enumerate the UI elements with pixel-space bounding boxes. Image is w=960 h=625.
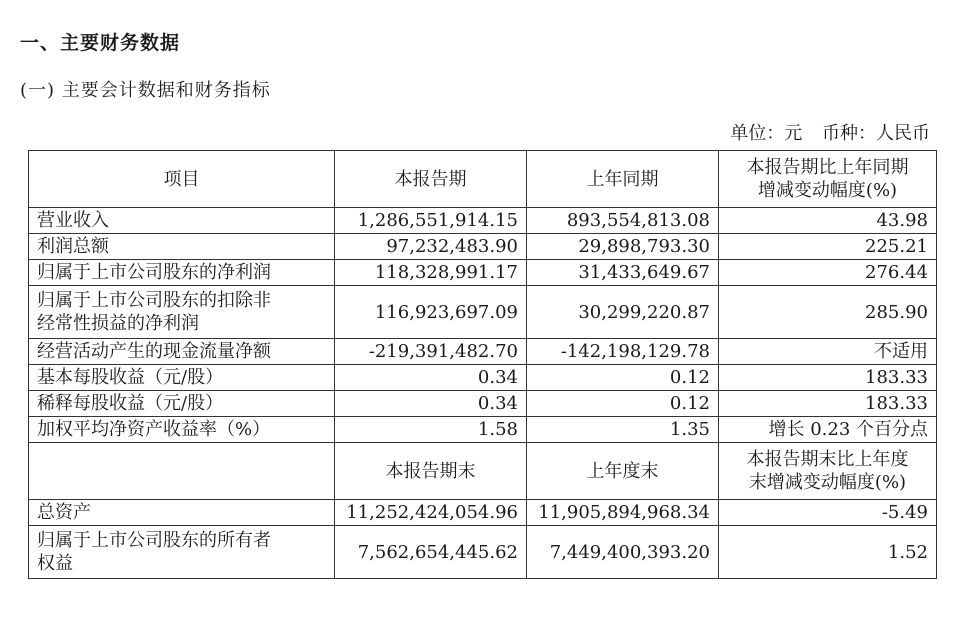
row-prior: 893,554,813.08 [527,208,719,234]
header-prior-year-end: 上年度末 [527,443,719,500]
row-current: 116,923,697.09 [335,286,527,339]
row-current: -219,391,482.70 [335,339,527,365]
row-prior: 0.12 [527,391,719,417]
unit-label: 单位：元 [730,123,803,144]
table-row [29,339,937,365]
subsection-title: (一) 主要会计数据和财务指标 [20,80,271,101]
row-change: 不适用 [719,339,937,365]
header-change-line2: 末增减变动幅度(%) [748,472,907,493]
row-change: -5.49 [719,500,937,526]
row-item: 加权平均净资产收益率（%） [29,417,335,443]
row-item: 利润总额 [29,234,335,260]
header-change-period-end [719,443,937,500]
row-change: 183.33 [719,365,937,391]
table-row [29,260,937,286]
row-item: 基本每股收益（元/股） [29,365,335,391]
table-row [29,526,937,579]
row-item: 稀释每股收益（元/股） [29,391,335,417]
row-item: 营业收入 [29,208,335,234]
row-prior: -142,198,129.78 [527,339,719,365]
row-current: 0.34 [335,365,527,391]
row-current: 7,562,654,445.62 [335,526,527,579]
financial-data-table [28,150,937,579]
row-change: 1.52 [719,526,937,579]
row-item [29,526,335,579]
row-current: 1,286,551,914.15 [335,208,527,234]
row-current: 97,232,483.90 [335,234,527,260]
row-current: 11,252,424,054.96 [335,500,527,526]
row-change: 43.98 [719,208,937,234]
table-row [29,391,937,417]
header-change-line1: 本报告期比上年同期 [746,157,909,178]
header-change-line1: 本报告期末比上年度 [746,449,909,470]
table-row [29,286,937,339]
section-title: 一、主要财务数据 [20,32,181,54]
header-current-period: 本报告期 [335,151,527,208]
row-change: 增长 0.23 个百分点 [719,417,937,443]
table-row [29,500,937,526]
subheader-empty [29,443,335,500]
row-change: 183.33 [719,391,937,417]
row-prior: 31,433,649.67 [527,260,719,286]
row-item: 归属于上市公司股东的净利润 [29,260,335,286]
row-prior: 30,299,220.87 [527,286,719,339]
row-prior: 0.12 [527,365,719,391]
row-prior: 1.35 [527,417,719,443]
row-change: 225.21 [719,234,937,260]
row-item-line1: 归属于上市公司股东的所有者 [37,530,271,551]
header-change [719,151,937,208]
currency-label: 币种：人民币 [822,123,930,144]
table-row [29,234,937,260]
row-item-line2: 经常性损益的净利润 [37,313,199,334]
row-item-line1: 归属于上市公司股东的扣除非 [37,290,271,311]
table-row [29,208,937,234]
header-period-end: 本报告期末 [335,443,527,500]
header-prior-period: 上年同期 [527,151,719,208]
header-item: 项目 [29,151,335,208]
row-item [29,286,335,339]
row-current: 118,328,991.17 [335,260,527,286]
row-item: 经营活动产生的现金流量净额 [29,339,335,365]
row-prior: 7,449,400,393.20 [527,526,719,579]
row-prior: 11,905,894,968.34 [527,500,719,526]
header-change-line2: 增减变动幅度(%) [757,180,898,201]
row-item-line2: 权益 [37,553,73,574]
table-subheader-row [29,443,937,500]
row-prior: 29,898,793.30 [527,234,719,260]
row-item: 总资产 [29,500,335,526]
row-current: 1.58 [335,417,527,443]
row-change: 276.44 [719,260,937,286]
table-row [29,417,937,443]
row-change: 285.90 [719,286,937,339]
table-row [29,365,937,391]
table-header-row [29,151,937,208]
row-current: 0.34 [335,391,527,417]
unit-line [726,119,930,145]
